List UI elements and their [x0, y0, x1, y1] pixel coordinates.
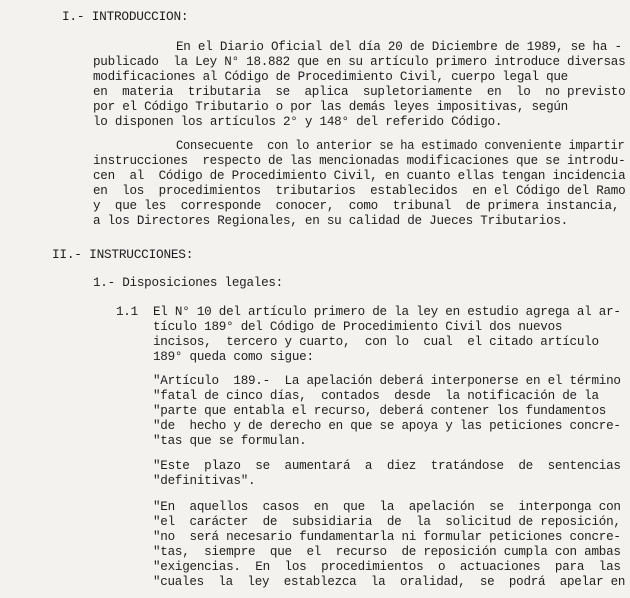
- item-line: incisos, tercero y cuarto, con lo cual el citado artículo: [153, 335, 599, 349]
- quote-line: "fatal de cinco días, contados desde la notificación de la: [153, 389, 599, 403]
- paragraph-line: cen al Código de Procedimiento Civil, en cuanto ellas tengan incidencia: [93, 169, 626, 183]
- paragraph-line: Consecuente con lo anterior se ha estimado conveniente impartir: [176, 139, 625, 153]
- paragraph-line: en los procedimientos tributarios establecidos en el Código del Ramo: [93, 184, 626, 198]
- quote-line: "exigencias. En los procedimientos o actuaciones para las: [153, 560, 621, 574]
- quote-line: "el carácter de subsidiaria de la solicitud de reposición,: [153, 515, 621, 529]
- section-1-heading: I.- INTRODUCCION:: [62, 9, 189, 24]
- paragraph-line: modificaciones al Código de Procedimiento Civil, cuerpo legal que: [93, 70, 568, 84]
- quote-line: "no será necesario fundamentarla ni formular peticiones concre-: [153, 530, 621, 544]
- quote-line: "tas que se formulan.: [153, 434, 307, 448]
- quote-line: "cuales la ley establezca la oralidad, se podrá apelar en: [153, 575, 626, 589]
- item-line: El N° 10 del artículo primero de la ley en estudio agrega al ar-: [153, 305, 621, 319]
- paragraph-line: lo disponen los artículos 2° y 148° del referido Código.: [93, 115, 503, 129]
- paragraph-line: publicado la Ley N° 18.882 que en su artículo primero introduce diversas: [93, 55, 626, 69]
- paragraph-line: por el Código Tributario o por las demás leyes impositivas, según: [93, 100, 568, 114]
- quote-line: "de hecho y de derecho en que se apoya y las peticiones concre-: [153, 419, 621, 433]
- quote-line: "Artículo 189.- La apelación deberá interponerse en el término: [153, 374, 621, 388]
- paragraph-line: y que les corresponde conocer, como tribunal de primera instancia,: [93, 199, 620, 213]
- item-line: tículo 189° del Código de Procedimiento Civil dos nuevos: [153, 320, 563, 334]
- paragraph-line: instrucciones respecto de las mencionadas modificaciones que se introdu-: [93, 154, 626, 168]
- quote-line: "tas, siempre que el recurso de reposición cumpla con ambas: [153, 545, 621, 559]
- quote-line: "parte que entabla el recurso, deberá contener los fundamentos: [153, 404, 607, 418]
- paragraph-line: a los Directores Regionales, en su calidad de Jueces Tributarios.: [93, 214, 568, 228]
- subsection-heading: 1.- Disposiciones legales:: [93, 276, 283, 290]
- quote-line: "Este plazo se aumentará a diez tratándose de sentencias: [153, 459, 621, 473]
- paragraph-line: En el Diario Oficial del día 20 de Diciembre de 1989, se ha -: [176, 40, 622, 54]
- quote-line: "definitivas".: [153, 474, 256, 488]
- section-2-heading: II.- INSTRUCCIONES:: [52, 247, 194, 262]
- item-number: 1.1: [116, 305, 138, 319]
- quote-line: "En aquellos casos en que la apelación se interponga con: [153, 500, 621, 514]
- item-line: 189° queda como sigue:: [153, 350, 314, 364]
- paragraph-line: en materia tributaria se aplica supletoriamente en lo no previsto: [93, 85, 626, 99]
